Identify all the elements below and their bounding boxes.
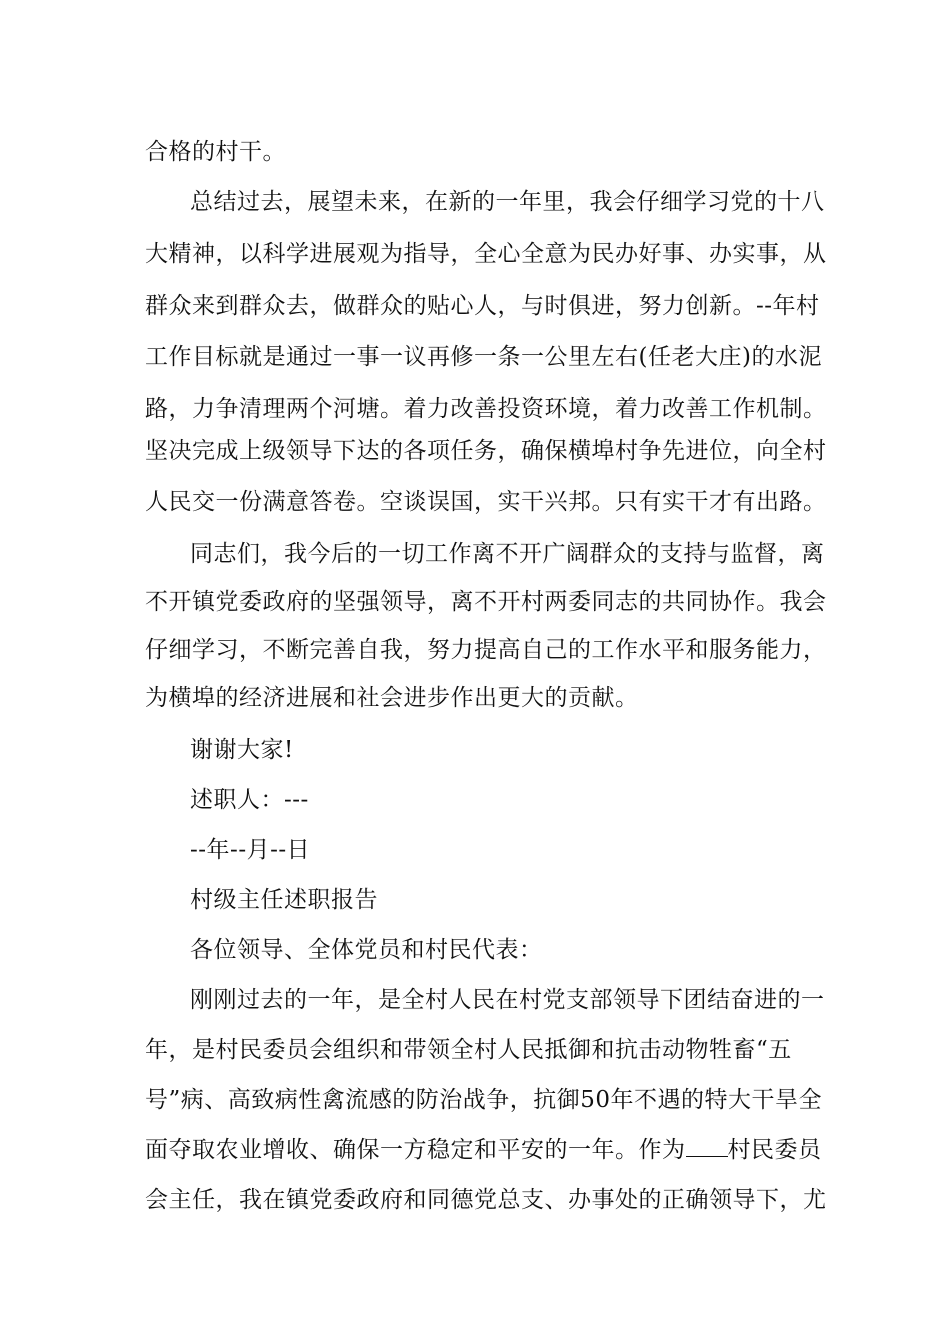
paragraph-line: 为横埠的经济进展和社会进步作出更大的贡献。 xyxy=(145,685,639,711)
paragraph-line: 同志们，我今后的一切工作离不开广阔群众的支持与监督，离 xyxy=(190,541,825,567)
signature-date: --年--月--日 xyxy=(190,837,311,863)
salutation: 各位领导、全体党员和村民代表： xyxy=(190,937,543,963)
report-title: 村级主任述职报告 xyxy=(190,887,378,913)
paragraph-line: 合格的村干。 xyxy=(145,139,286,165)
paragraph-line-part: 面夺取农业增收、确保一方稳定和平安的一年。作为 xyxy=(145,1137,686,1163)
fill-in-blank xyxy=(686,1136,728,1157)
paragraph-line: 刚刚过去的一年，是全村人民在村党支部领导下团结奋进的一 xyxy=(190,987,825,1013)
paragraph-line: 坚决完成上级领导下达的各项任务，确保横埠村争先进位，向全村 xyxy=(145,438,827,464)
signature-reporter: 述职人：--- xyxy=(190,787,309,813)
paragraph-line: 群众来到群众去，做群众的贴心人，与时俱进，努力创新。--年村 xyxy=(145,293,820,319)
paragraph-line: 大精神，以科学进展观为指导，全心全意为民办好事、办实事，从 xyxy=(145,241,827,267)
paragraph-line xyxy=(145,1134,822,1166)
paragraph-line: 不开镇党委政府的坚强领导，离不开村两委同志的共同协作。我会 xyxy=(145,589,827,615)
paragraph-line: 人民交一份满意答卷。空谈误国，实干兴邦。只有实干才有出路。 xyxy=(145,489,827,515)
paragraph-line: 仔细学习，不断完善自我，努力提高自己的工作水平和服务能力， xyxy=(145,637,827,663)
paragraph-line-part: 村民委员 xyxy=(727,1137,822,1163)
paragraph-line: 年，是村民委员会组织和带领全村人民抵御和抗击动物牲畜“五 xyxy=(145,1037,792,1063)
paragraph-line: 工作目标就是通过一事一议再修一条一公里左右(任老大庄)的水泥 xyxy=(145,344,822,370)
paragraph-line: 总结过去，展望未来，在新的一年里，我会仔细学习党的十八 xyxy=(190,189,825,215)
paragraph-line: 号”病、高致病性禽流感的防治战争，抗御50年不遇的特大干旱全 xyxy=(145,1087,823,1113)
closing-thanks: 谢谢大家! xyxy=(190,737,294,763)
paragraph-line: 会主任，我在镇党委政府和同德党总支、办事处的正确领导下，尤 xyxy=(145,1187,827,1213)
paragraph-line: 路，力争清理两个河塘。着力改善投资环境，着力改善工作机制。 xyxy=(145,396,827,422)
